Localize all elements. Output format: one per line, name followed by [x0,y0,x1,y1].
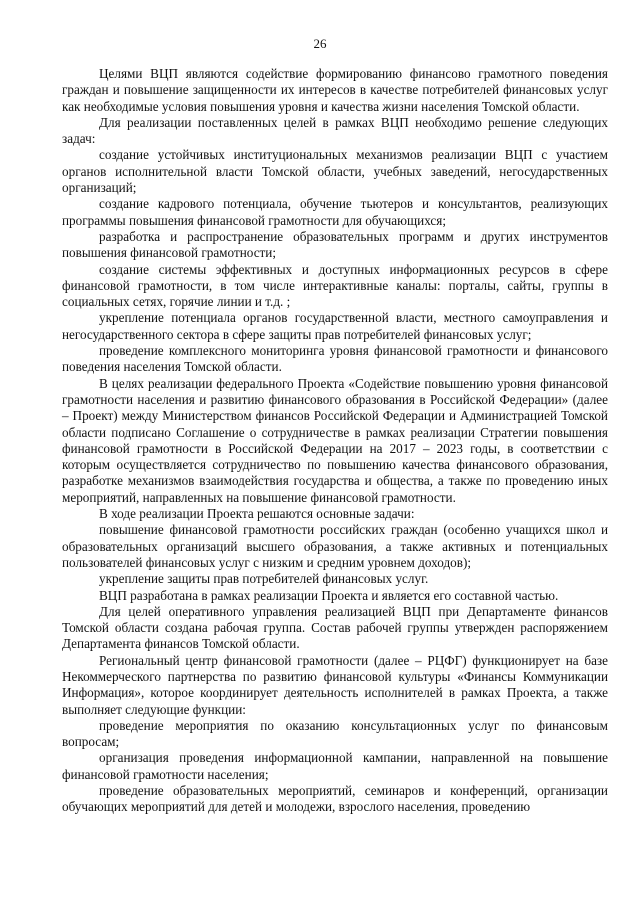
page-number: 26 [313,36,327,51]
paragraph: В целях реализации федерального Проекта «Содействие повышению уровня финансовой грамотности населения и развитию финансового образования в Российской Федерации» (далее – Проект) между Министерством финансов Российской Федерации и Администрацией Томской области подписано Соглашение о сотрудничестве в рамках реализации Стратегии повышения финансовой грамотности в Российской Федерации на 2017 – 2023 годы, в соответствии с которым осуществляется сотрудничество по повышению качества финансового образования, разработке механизмов взаимодействия государства и общества, а также по проведению иных мероприятий, направленных на повышение финансовой грамотности. [62,375,608,505]
paragraph: Для целей оперативного управления реализацией ВЦП при Департаменте финансов Томской области создана рабочая группа. Состав рабочей группы утвержден распоряжением Департамента финансов Томской области. [62,603,608,652]
paragraph: В ходе реализации Проекта решаются основные задачи: [99,506,415,522]
paragraph: укрепление защиты прав потребителей финансовых услуг. [99,571,429,587]
paragraph: повышение финансовой грамотности российских граждан (особенно учащихся школ и образовательных организаций высшего образования, а также активных и потенциальных пользователей финансовых услуг с низким и средним уровнем доходов); [62,522,608,570]
paragraph: создание кадрового потенциала, обучение тьютеров и консультантов, реализующих программы повышения финансовой грамотности для обучающихся; [62,196,608,228]
paragraph: создание устойчивых институциональных механизмов реализации ВЦП с участием органов исполнительной власти Томской области, учебных заведений, негосударственных организаций; [62,147,608,196]
paragraph: Региональный центр финансовой грамотности (далее – РЦФГ) функционирует на базе Некоммерческого партнерства по развитию финансовой культуры «Финансы Коммуникации Информация», которое координирует деятельность исполнителей в рамках Проекта, а также выполняет следующие функции: [62,652,608,717]
paragraph: разработка и распространение образовательных программ и других инструментов повышения финансовой грамотности; [62,228,608,261]
paragraph: Для реализации поставленных целей в рамках ВЦП необходимо решение следующих задач: [62,114,608,147]
paragraph: проведение мероприятия по оказанию консультационных услуг по финансовым вопросам; [62,717,608,750]
paragraph: Целями ВЦП являются содействие формированию финансово грамотного поведения граждан и повышение защищенности их интересов в качестве потребителей финансовых услуг как необходимые условия повышения уровня и качества жизни населения Томской области. [62,66,608,114]
paragraph: ВЦП разработана в рамках реализации Проекта и является его составной частью. [99,587,559,603]
paragraph: проведение образовательных мероприятий, семинаров и конференций, организации обучающих мероприятий для детей и молодежи, взрослого населения, проведению [62,783,608,815]
paragraph: проведение комплексного мониторинга уровня финансовой грамотности и финансового поведения населения Томской области. [62,343,608,375]
paragraph: создание системы эффективных и доступных информационных ресурсов в сфере финансовой грамотности, в том числе интерактивные каналы: порталы, сайты, группы в социальных сетях, горячие линии и т.д. ; [62,261,608,310]
paragraph: укрепление потенциала органов государственной власти, местного самоуправления и негосударственного сектора в сфере защиты прав потребителей финансовых услуг; [62,310,608,342]
document-body [62,66,608,816]
paragraph: организация проведения информационной кампании, направленной на повышение финансовой грамотности населения; [62,750,608,782]
